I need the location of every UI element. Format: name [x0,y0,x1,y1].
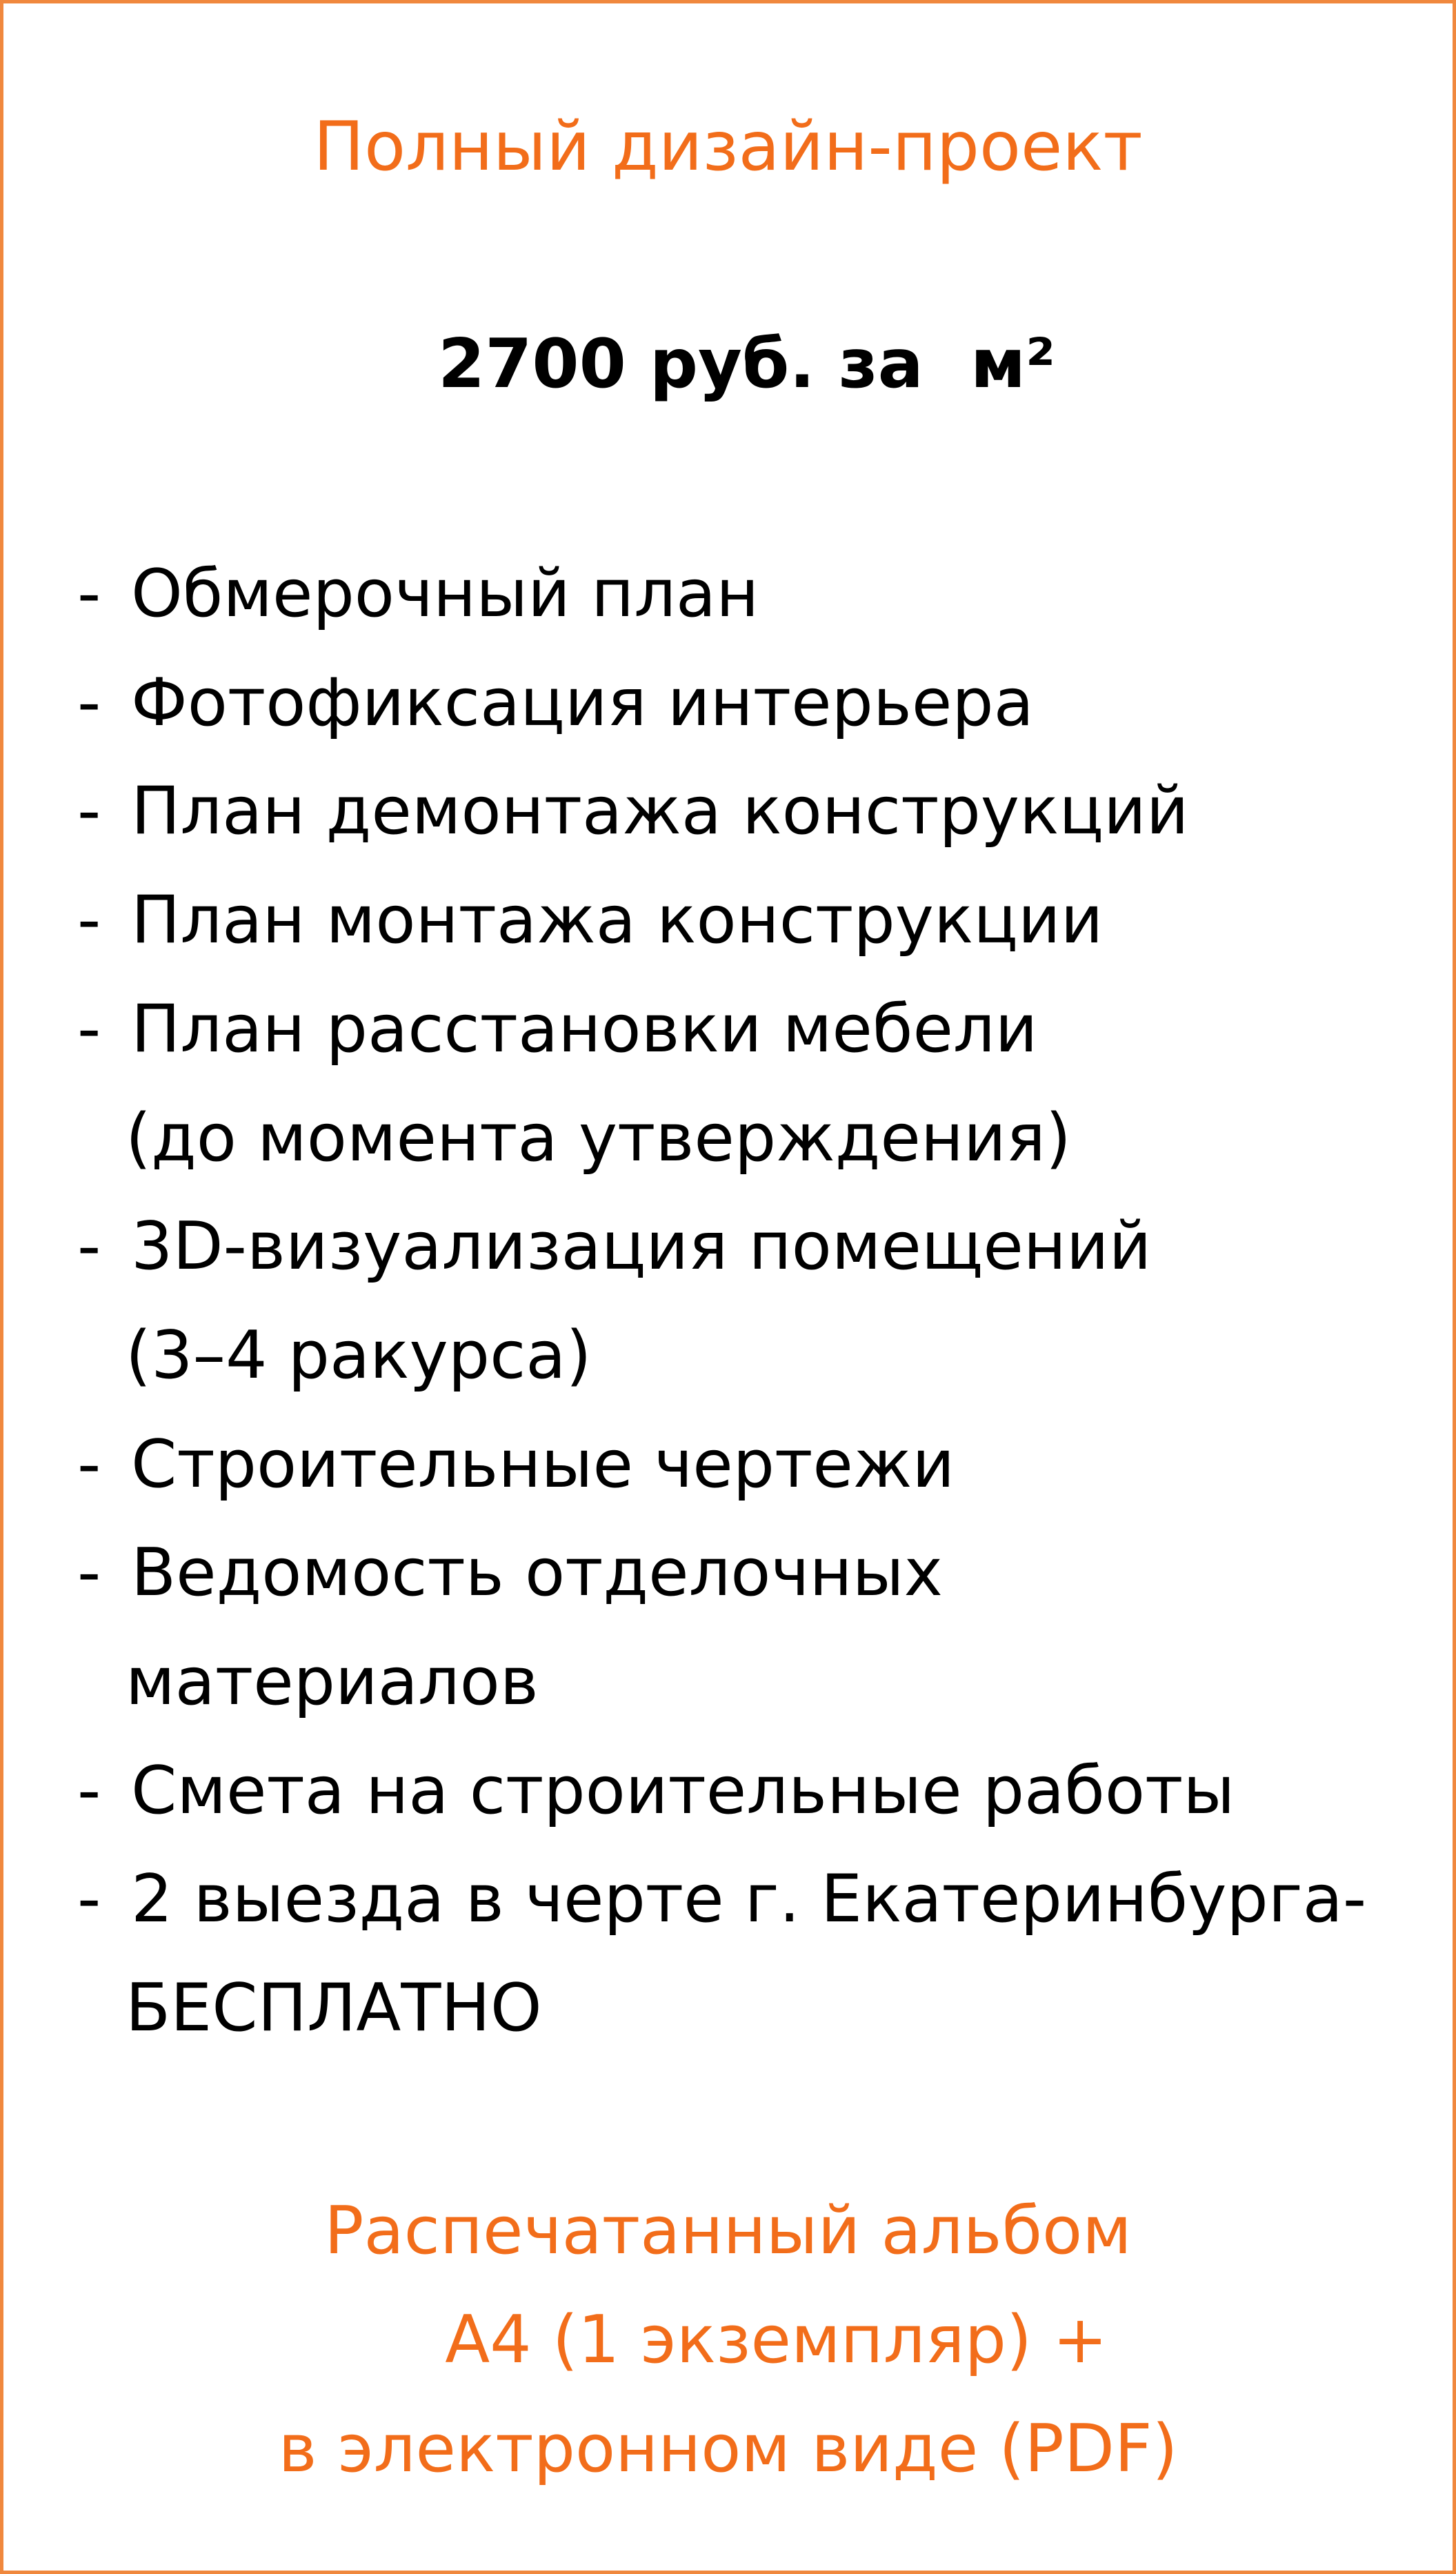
album-line-3: в электронном виде (PDF) [278,2411,1178,2487]
feature-text-continuation: материалов [126,1644,539,1721]
feature-item [77,758,1366,867]
feature-text: План монтажа конструкции [131,882,1104,959]
bullet-dash: - [77,1861,101,1938]
feature-item [77,540,1366,649]
album-line-1: Распечатанный альбом [324,2193,1132,2269]
feature-text-continuation: (3–4 ракурса) [126,1317,592,1394]
package-title: Полный дизайн-проект [313,108,1143,186]
bullet-dash: - [77,664,101,741]
bullet-dash: - [77,1209,101,1285]
feature-item [77,976,1366,1193]
bullet-dash: - [77,1426,101,1503]
feature-item [77,867,1366,976]
feature-text: План расстановки мебели [131,991,1038,1067]
feature-text-continuation: БЕСПЛАТНО [126,1970,542,2047]
features-list [77,540,1366,2063]
bullet-dash: - [77,1535,101,1612]
feature-item [77,649,1366,758]
package-price: 2700 руб. за м² [438,325,1056,404]
feature-item [77,1193,1366,1410]
feature-item [77,1519,1366,1736]
album-note [3,2177,1453,2504]
feature-item [77,1845,1366,2063]
feature-text: 2 выезда в черте г. Екатеринбурга- [131,1861,1367,1938]
bullet-dash: - [77,991,101,1067]
bullet-dash: - [77,1752,101,1829]
feature-text-continuation: (до момента утверждения) [126,1100,1071,1176]
bullet-dash: - [77,882,101,959]
bullet-dash: - [77,773,101,850]
album-line-2: А4 (1 экземпляр) + [445,2302,1108,2378]
feature-text: Ведомость отделочных [131,1535,943,1612]
bullet-dash: - [77,556,101,632]
feature-item [77,1411,1366,1520]
feature-text: Фотофиксация интерьера [131,664,1034,741]
feature-item [77,1737,1366,1846]
feature-text: Строительные чертежи [131,1426,955,1503]
feature-text: Обмерочный план [131,556,759,632]
feature-text: План демонтажа конструкций [131,773,1189,850]
feature-text: Смета на строительные работы [131,1752,1235,1829]
feature-text: 3D-визуализация помещений [131,1209,1152,1285]
